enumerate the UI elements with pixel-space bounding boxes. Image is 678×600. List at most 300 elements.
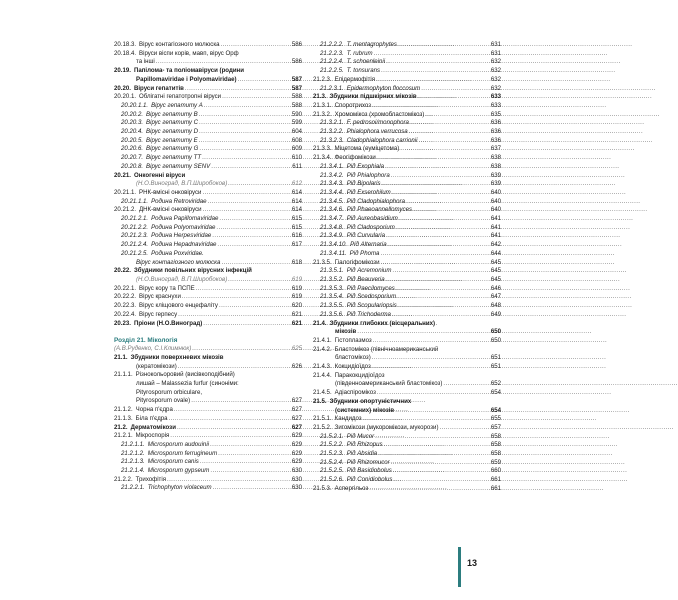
toc-entry-title: Рід Bipolaris <box>346 180 381 188</box>
toc-entry-page: 658 <box>490 441 501 449</box>
toc-entry[interactable] <box>313 128 501 137</box>
toc-entry[interactable] <box>114 145 302 154</box>
toc-entry[interactable] <box>313 198 501 207</box>
toc-entry-number: 20.20. <box>114 84 131 92</box>
toc-entry[interactable] <box>313 380 501 389</box>
toc-entry[interactable] <box>114 424 302 433</box>
toc-entry[interactable] <box>114 302 302 311</box>
toc-entry[interactable] <box>114 397 302 406</box>
toc-entry[interactable] <box>313 206 501 215</box>
toc-entry[interactable] <box>114 380 302 389</box>
toc-leader-dots <box>217 241 290 250</box>
toc-entry[interactable] <box>114 198 302 207</box>
toc-leader-dots <box>357 328 490 337</box>
toc-entry-page: 645 <box>490 275 501 283</box>
toc-entry-number: 21.3.4.3. <box>320 180 344 188</box>
toc-entry[interactable] <box>313 441 501 450</box>
toc-entry-page: 610 <box>291 154 302 162</box>
toc-entry-page: 617 <box>291 241 302 249</box>
toc-entry[interactable] <box>313 459 501 468</box>
toc-entry[interactable] <box>114 85 302 94</box>
toc-entry-page: 632 <box>490 67 501 75</box>
toc-leader-dots <box>421 85 490 94</box>
toc-entry-page: 649 <box>490 310 501 318</box>
toc-entry[interactable] <box>114 432 302 441</box>
toc-entry-number: 20.19. <box>114 67 131 75</box>
toc-leader-dots <box>398 302 490 311</box>
toc-entry[interactable] <box>114 415 302 424</box>
toc-entry-page: 616 <box>291 232 302 240</box>
toc-entry-title: Родина Hepadnaviridae <box>151 241 217 249</box>
toc-entry[interactable] <box>114 111 302 120</box>
toc-entry-page: 619 <box>291 275 302 283</box>
toc-entry-title: та інші <box>136 58 155 66</box>
toc-leader-dots <box>375 433 490 442</box>
toc-entry-number: 21.3.5.5. <box>320 302 344 310</box>
toc-entry[interactable] <box>313 476 501 485</box>
toc-entry-number: 20.21.1.1. <box>121 197 149 205</box>
toc-entry-page: 612 <box>291 180 302 188</box>
toc-leader-dots <box>372 363 490 372</box>
toc-entry-title: Рід Absidia <box>346 450 378 458</box>
toc-entry-number: 20.21.2.2. <box>121 223 149 231</box>
toc-entry[interactable] <box>114 311 302 320</box>
toc-entry-number: 21.1.3. <box>114 414 133 422</box>
toc-entry-page: 654 <box>490 389 501 397</box>
toc-entry[interactable] <box>313 320 501 329</box>
toc-entry[interactable] <box>313 250 501 259</box>
toc-entry-number: 21.2.1.4. <box>121 467 145 475</box>
page-number-rule <box>458 547 461 587</box>
toc-entry-title: Гістоплазмоз <box>334 336 372 344</box>
toc-entry[interactable] <box>313 172 501 181</box>
toc-entry[interactable] <box>313 267 501 276</box>
toc-entry-title: Epidermophyton floccosum <box>346 84 421 92</box>
toc-entry-number: 21.2.1.3. <box>121 458 145 466</box>
toc-entry-number: 21.2.3.1. <box>320 84 344 92</box>
toc-entry-number: 21.5.2.3. <box>320 450 344 458</box>
toc-leader-dots <box>392 267 489 276</box>
toc-entry[interactable] <box>114 224 302 233</box>
toc-entry[interactable] <box>313 259 501 268</box>
toc-entry[interactable] <box>313 163 501 172</box>
toc-entry-number: 21.5.2.2. <box>320 441 344 449</box>
toc-entry-number: 20.20.5. <box>121 136 144 144</box>
toc-entry-page: 647 <box>490 293 501 301</box>
toc-entry-page: 619 <box>291 293 302 301</box>
toc-leader-dots <box>178 363 291 372</box>
toc-entry[interactable] <box>114 67 302 76</box>
toc-leader-dots <box>204 102 291 111</box>
toc-entry[interactable] <box>114 172 302 181</box>
toc-leader-dots <box>167 476 291 485</box>
toc-entry-title: (А.В.Руденко, С.І.Климнюк) <box>114 345 192 353</box>
toc-entry-page: 633 <box>490 93 501 101</box>
toc-entry-number: 20.22.2. <box>114 293 137 301</box>
toc-entry-page: 588 <box>291 101 302 109</box>
toc-entry-page: 587 <box>291 84 302 92</box>
toc-entry-page: 630 <box>291 484 302 492</box>
toc-entry[interactable] <box>313 485 501 494</box>
toc-entry[interactable] <box>313 50 501 59</box>
toc-entry[interactable] <box>114 285 302 294</box>
toc-entry-title: Рід Alternaria <box>350 241 387 249</box>
toc-entry-number: 21.5.2.1. <box>320 432 344 440</box>
toc-entry-title: (південноамериканський бластомікоз) <box>335 380 443 388</box>
toc-leader-dots <box>228 180 291 189</box>
toc-entry[interactable] <box>313 424 501 433</box>
toc-entry-number: 21.2.2. <box>114 475 133 483</box>
toc-entry-page: 627 <box>291 414 302 422</box>
toc-leader-dots <box>219 302 291 311</box>
toc-entry[interactable] <box>313 93 501 102</box>
toc-entry-title: ДНК-вмісні онковіруси <box>139 206 202 214</box>
toc-entry-number: 21.5. <box>313 397 327 405</box>
toc-entry[interactable] <box>313 363 501 372</box>
toc-entry-number: 21.3.4.7. <box>320 215 344 223</box>
toc-entry-title: Споротрихоз <box>334 101 372 109</box>
toc-entry-page: 641 <box>490 232 501 240</box>
toc-entry[interactable] <box>114 93 302 102</box>
toc-entry[interactable] <box>114 389 302 398</box>
toc-entry[interactable] <box>313 450 501 459</box>
toc-leader-dots <box>170 432 291 441</box>
toc-entry[interactable] <box>313 224 501 233</box>
toc-leader-dots <box>185 85 291 94</box>
toc-entry[interactable] <box>114 119 302 128</box>
toc-entry[interactable] <box>313 328 501 337</box>
toc-entry[interactable] <box>114 50 302 59</box>
toc-entry-page: 657 <box>490 423 501 431</box>
toc-entry[interactable] <box>313 41 501 50</box>
toc-entry-page: 621 <box>291 319 302 327</box>
toc-entry-title: Microsporum ferrugineum <box>147 449 218 457</box>
toc-entry[interactable] <box>114 206 302 215</box>
toc-entry-page: 631 <box>490 41 501 48</box>
toc-entry[interactable] <box>114 163 302 172</box>
toc-entry-number: 21.3.2. <box>313 110 332 118</box>
toc-entry-title: Родина Papillomaviridae <box>151 215 219 223</box>
toc-entry-page: 658 <box>490 432 501 440</box>
toc-leader-dots <box>196 285 291 294</box>
toc-entry-title: Вірус гепатиту E <box>146 136 198 144</box>
toc-entry-page: 588 <box>291 93 302 101</box>
toc-entry-number: 21.2.2.1. <box>121 484 145 492</box>
toc-entry[interactable] <box>313 180 501 189</box>
toc-entry-title: Trichophyton violaceum <box>147 484 212 492</box>
toc-entry-title: Вірус гепатиту D <box>146 128 199 136</box>
toc-entry-number: 21.3.2.2. <box>320 128 344 136</box>
toc-leader-dots <box>372 354 490 363</box>
toc-entry-page: 629 <box>291 458 302 466</box>
toc-entry[interactable] <box>114 441 302 450</box>
toc-leader-dots <box>398 41 490 50</box>
toc-entry[interactable] <box>313 346 501 355</box>
toc-leader-dots <box>210 441 291 450</box>
toc-entry-title: мікозів <box>335 328 357 336</box>
toc-entry-number: 21.5.3. <box>313 484 332 492</box>
toc-entry-page: 611 <box>292 162 302 170</box>
toc-leader-dots <box>208 198 291 207</box>
toc-entry-title: Кокцидіоїдоз <box>334 363 371 371</box>
toc-leader-dots <box>203 320 291 329</box>
toc-leader-dots <box>210 467 290 476</box>
toc-leader-dots <box>156 58 291 67</box>
toc-entry[interactable] <box>313 389 501 398</box>
toc-entry-page: 641 <box>490 223 501 231</box>
toc-entry-page: 639 <box>490 180 501 188</box>
toc-entry[interactable] <box>313 215 501 224</box>
toc-entry-page: 632 <box>490 75 501 83</box>
toc-leader-dots <box>363 415 490 424</box>
toc-entry[interactable] <box>313 407 501 416</box>
toc-left-column <box>114 41 302 493</box>
toc-entry[interactable] <box>313 372 501 381</box>
toc-entry-title: Збудники підшкірних мікозів <box>329 93 417 101</box>
toc-entry-number: 21.4.2. <box>313 345 332 353</box>
toc-entry-page: 655 <box>490 415 501 423</box>
toc-entry-number: 20.21.1. <box>114 188 137 196</box>
toc-entry[interactable] <box>313 111 501 120</box>
toc-entry-number: 20.20.1.1. <box>121 101 149 109</box>
toc-entry[interactable] <box>313 76 501 85</box>
toc-entry[interactable] <box>114 467 302 476</box>
toc-leader-dots <box>396 224 490 233</box>
toc-entry[interactable] <box>114 189 302 198</box>
toc-entry-page: 627 <box>291 397 302 405</box>
toc-entry-number: 21.3.5.4. <box>320 293 344 301</box>
toc-entry[interactable] <box>313 154 501 163</box>
toc-entry[interactable] <box>114 320 302 329</box>
toc-entry[interactable] <box>114 293 302 302</box>
toc-entry[interactable] <box>114 180 302 189</box>
toc-entry[interactable] <box>313 67 501 76</box>
toc-entry[interactable] <box>313 398 501 407</box>
toc-entry-page: 633 <box>490 101 501 109</box>
toc-entry[interactable] <box>114 58 302 67</box>
toc-entry[interactable] <box>313 58 501 67</box>
toc-entry-title: Феогіфомікози <box>334 154 376 162</box>
toc-entry-number: 21.5.2.4. <box>320 458 344 466</box>
toc-entry[interactable] <box>114 259 302 268</box>
toc-entry-number: 20.20.7. <box>121 154 144 162</box>
toc-entry[interactable] <box>313 337 501 346</box>
toc-entry-page: 608 <box>291 136 302 144</box>
toc-entry-page: 658 <box>490 450 501 458</box>
toc-entry-title: Вірус гепатиту B <box>146 110 198 118</box>
toc-entry[interactable] <box>114 154 302 163</box>
toc-entry-page: 639 <box>490 171 501 179</box>
toc-entry-number: 20.21. <box>114 171 131 179</box>
toc-entry[interactable] <box>114 41 302 50</box>
toc-entry-number: 21.3.4.8. <box>320 223 344 231</box>
toc-entry[interactable] <box>114 267 302 276</box>
toc-entry-title: Збудники поверхневих мікозів <box>130 353 224 361</box>
toc-entry[interactable] <box>114 406 302 415</box>
toc-entry-title: T. tonsurans <box>346 67 381 75</box>
toc-leader-dots <box>384 441 490 450</box>
toc-entry-title: F. pedrosoi/monophora <box>346 119 409 127</box>
toc-leader-dots <box>238 76 291 85</box>
toc-leader-dots <box>212 232 291 241</box>
toc-entry[interactable] <box>313 232 501 241</box>
toc-entry-number: 21.4.5. <box>313 389 332 397</box>
toc-entry[interactable] <box>114 76 302 85</box>
toc-entry-page: 625 <box>291 345 302 353</box>
toc-entry-title: Microsporum canis <box>147 458 199 466</box>
toc-entry-title: Рід Rhizopus <box>346 441 383 449</box>
toc-entry-page: 659 <box>490 458 501 466</box>
toc-entry-title: Вірус герпесу <box>139 310 178 318</box>
toc-entry-page: 626 <box>291 362 302 370</box>
toc-entry[interactable] <box>114 354 302 363</box>
toc-leader-dots <box>199 111 291 120</box>
toc-leader-dots <box>218 450 291 459</box>
toc-entry-page: 609 <box>291 145 302 153</box>
toc-entry-number: 20.20.3. <box>121 119 144 127</box>
toc-entry-number: 21.3.4.11. <box>320 249 347 257</box>
toc-entry-title: Рід Cladophialophora <box>346 197 405 205</box>
toc-entry-number: 20.22.3. <box>114 302 137 310</box>
toc-entry[interactable] <box>114 128 302 137</box>
toc-entry-title: (кератомікози) <box>136 362 177 370</box>
toc-entry[interactable] <box>313 302 501 311</box>
toc-entry-page: 636 <box>490 136 501 144</box>
toc-leader-dots <box>380 259 489 268</box>
toc-entry[interactable] <box>114 276 302 285</box>
toc-entry[interactable] <box>114 345 302 354</box>
toc-entry[interactable] <box>313 85 501 94</box>
toc-entry[interactable] <box>313 102 501 111</box>
toc-entry-page: 652 <box>490 380 501 388</box>
toc-entry-number: 20.20.6. <box>121 145 144 153</box>
toc-entry[interactable] <box>114 458 302 467</box>
toc-entry[interactable] <box>114 450 302 459</box>
toc-entry-title: Рід Rhizomucor <box>346 458 390 466</box>
toc-entry[interactable] <box>114 215 302 224</box>
toc-leader-dots <box>425 111 490 120</box>
toc-entry-number: 21.3.4. <box>313 154 332 162</box>
toc-entry-number: 21.2. <box>114 423 128 431</box>
toc-entry[interactable] <box>313 311 501 320</box>
toc-entry[interactable] <box>313 119 501 128</box>
toc-entry-title: T. rubrum <box>346 49 373 57</box>
toc-entry-number: 21.1.1. <box>114 371 133 379</box>
toc-entry-number: 20.21.2. <box>114 206 137 214</box>
toc-entry-number: 21.4. <box>313 319 327 327</box>
toc-entry-number: 21.3.1. <box>313 101 332 109</box>
toc-entry[interactable] <box>114 371 302 380</box>
toc-entry-number: 21.3.2.3. <box>320 136 344 144</box>
toc-entry-title: Віруси гепатитів <box>133 84 184 92</box>
toc-entry-page: 614 <box>291 197 302 205</box>
toc-entry[interactable] <box>313 285 501 294</box>
toc-entry-title: T. mentagrophytes <box>346 41 397 48</box>
toc-entry-title: Рід Phaeoannellomyces <box>346 206 413 214</box>
toc-entry-title: РНК-вмісні онковіруси <box>139 188 202 196</box>
toc-entry[interactable] <box>313 189 501 198</box>
toc-entry-page: 619 <box>291 284 302 292</box>
toc-entry-title: Папілома- та поліомавіруси (родини <box>133 67 244 75</box>
toc-entry-title: Гіалогіфомікози <box>334 258 380 266</box>
toc-entry-title: Збудники глибоких (вісцеральних) <box>329 319 436 327</box>
toc-entry[interactable] <box>313 354 501 363</box>
toc-entry-title: Рід Phoma <box>349 249 380 257</box>
toc-entry-number: 21.3. <box>313 93 327 101</box>
toc-entry-number: 21.3.4.1. <box>320 162 344 170</box>
toc-entry[interactable] <box>114 232 302 241</box>
toc-entry-number: 21.2.1.1. <box>121 440 145 448</box>
toc-entry-number: 21.4.3. <box>313 363 332 371</box>
toc-entry-title: Паракокцидіоїдоз <box>334 371 385 379</box>
toc-leader-dots <box>377 389 490 398</box>
toc-leader-dots <box>393 467 490 476</box>
toc-leader-dots <box>392 311 490 320</box>
toc-leader-dots <box>174 406 291 415</box>
toc-entry-title: Рід Beauveria <box>346 275 385 283</box>
toc-entry[interactable] <box>114 476 302 485</box>
toc-leader-dots <box>221 259 290 268</box>
toc-leader-dots <box>381 67 490 76</box>
toc-leader-dots <box>377 154 490 163</box>
toc-entry[interactable] <box>313 293 501 302</box>
toc-entry-title: бластомікоз) <box>335 354 371 362</box>
toc-entry-page: 637 <box>490 145 501 153</box>
toc-entry[interactable] <box>313 415 501 424</box>
toc-entry-page: 661 <box>490 476 501 484</box>
toc-entry-page: 640 <box>490 206 501 214</box>
toc-entry[interactable] <box>114 137 302 146</box>
toc-entry[interactable] <box>313 467 501 476</box>
toc-entry-title: Рід Mucor <box>346 432 375 440</box>
toc-entry-title: Вірус гепатиту C <box>146 119 199 127</box>
toc-entry[interactable] <box>114 241 302 250</box>
toc-entry-title: (Н.О.Виноград, В.П.Широбоков) <box>136 275 228 283</box>
toc-leader-dots <box>419 137 490 146</box>
toc-entry-page: 644 <box>490 249 501 257</box>
toc-entry[interactable] <box>114 102 302 111</box>
toc-leader-dots <box>169 415 291 424</box>
toc-entry-page: 638 <box>490 162 501 170</box>
toc-entry-page: 614 <box>291 188 302 196</box>
toc-entry-page: 632 <box>490 58 501 66</box>
toc-leader-dots <box>200 458 291 467</box>
toc-entry-title: T. schoenleinii <box>346 58 386 66</box>
section-heading <box>114 336 302 345</box>
toc-entry-page: 590 <box>291 110 302 118</box>
toc-entry-title: Біла п'єдра <box>135 414 168 422</box>
toc-leader-dots <box>199 137 291 146</box>
toc-entry[interactable] <box>313 241 501 250</box>
toc-entry-number: 21.5.1. <box>313 415 332 423</box>
toc-leader-dots <box>202 189 290 198</box>
toc-entry[interactable] <box>313 433 501 442</box>
toc-entry-number: 20.22.4. <box>114 310 137 318</box>
toc-entry[interactable] <box>114 363 302 372</box>
toc-leader-dots <box>211 163 291 172</box>
toc-entry[interactable] <box>114 484 302 493</box>
toc-entry-page: 618 <box>291 258 302 266</box>
toc-entry[interactable] <box>313 276 501 285</box>
toc-entry-page: 630 <box>291 475 302 483</box>
toc-entry-title: Вірус кліщового енцефаліту <box>139 302 218 310</box>
toc-entry-title: Пріони (Н.О.Виноград) <box>133 319 203 327</box>
toc-entry[interactable] <box>114 250 302 259</box>
toc-entry-number: 20.23. <box>114 319 131 327</box>
toc-entry[interactable] <box>313 145 501 154</box>
toc-leader-dots <box>376 76 490 85</box>
toc-entry[interactable] <box>313 137 501 146</box>
